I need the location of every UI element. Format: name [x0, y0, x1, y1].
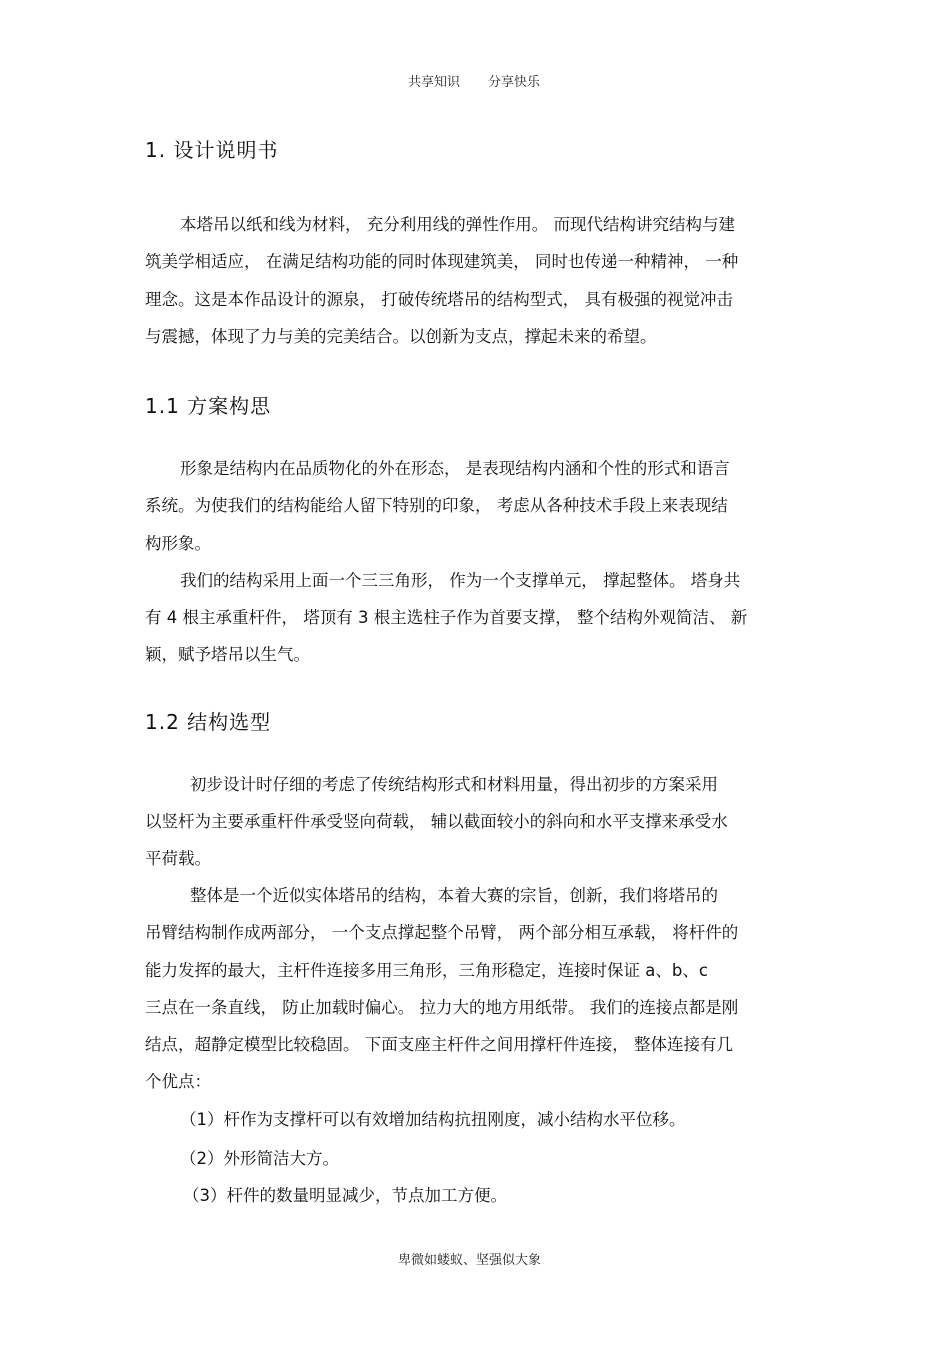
paragraph-line: 结点，超静定模型比较稳固。 下面支座主杆件之间用撑杆件连接， 整体连接有几	[145, 1035, 733, 1054]
header-right-text: 分享快乐	[488, 75, 541, 90]
list-item: （3）杆件的数量明显减少，节点加工方便。	[183, 1186, 507, 1205]
footer-text: 卑微如蝼蚁、坚强似大象	[398, 1253, 542, 1268]
paragraph-line: 形象是结构内在品质物化的外在形态， 是表现结构内涵和个性的形式和语言	[180, 459, 730, 478]
paragraph-line: 本塔吊以纸和线为材料， 充分利用线的弹性作用。 而现代结构讲究结构与建	[180, 215, 735, 234]
paragraph-line: 整体是一个近似实体塔吊的结构，本着大赛的宗旨，创新，我们将塔吊的	[190, 886, 718, 905]
paragraph-line: 颖，赋予塔吊以生气。	[145, 645, 310, 664]
section-heading: 1.2 结构选型	[145, 710, 272, 734]
paragraph-line: 构形象。	[145, 534, 211, 553]
paragraph-line: 与震撼，体现了力与美的完美结合。以创新为支点，撑起未来的希望。	[145, 327, 657, 346]
paragraph-line: 吊臂结构制作成两部分， 一个支点撑起整个吊臂， 两个部分相互承载， 将杆件的	[145, 923, 739, 942]
paragraph-line: 以竖杆为主要承重杆件承受竖向荷载， 辅以截面较小的斜向和水平支撑来承受水	[145, 812, 728, 831]
list-item: （2）外形简洁大方。	[180, 1149, 339, 1168]
paragraph-line: 个优点：	[145, 1072, 211, 1091]
paragraph-line: 系统。为使我们的结构能给人留下特别的印象， 考虑从各种技术手段上来表现结	[145, 496, 728, 515]
paragraph-line: 平荷载。	[145, 849, 211, 868]
paragraph-line: 有 4 根主承重杆件， 塔顶有 3 根主选柱子作为首要支撑， 整个结构外观简洁、 新	[145, 608, 748, 627]
section-heading: 1.1 方案构思	[145, 394, 272, 418]
paragraph-line: 理念。这是本作品设计的源泉， 打破传统塔吊的结构型式， 具有极强的视觉冲击	[145, 290, 733, 309]
paragraph-line: 初步设计时仔细的考虑了传统结构形式和材料用量，得出初步的方案采用	[190, 775, 718, 794]
paragraph-line: 能力发挥的最大，主杆件连接多用三角形，三角形稳定，连接时保证 a、b、c	[145, 961, 708, 980]
paragraph-line: 我们的结构采用上面一个三三角形， 作为一个支撑单元， 撑起整体。 塔身共	[180, 571, 741, 590]
list-item: （1）杆作为支撑杆可以有效增加结构抗扭刚度，减小结构水平位移。	[180, 1110, 686, 1129]
paragraph-line: 三点在一条直线， 防止加载时偏心。 拉力大的地方用纸带。 我们的连接点都是刚	[145, 998, 739, 1017]
paragraph-line: 筑美学相适应， 在满足结构功能的同时体现建筑美， 同时也传递一种精神， 一种	[145, 252, 739, 271]
section-heading: 1. 设计说明书	[145, 138, 279, 162]
header-left-text: 共享知识	[408, 75, 461, 90]
